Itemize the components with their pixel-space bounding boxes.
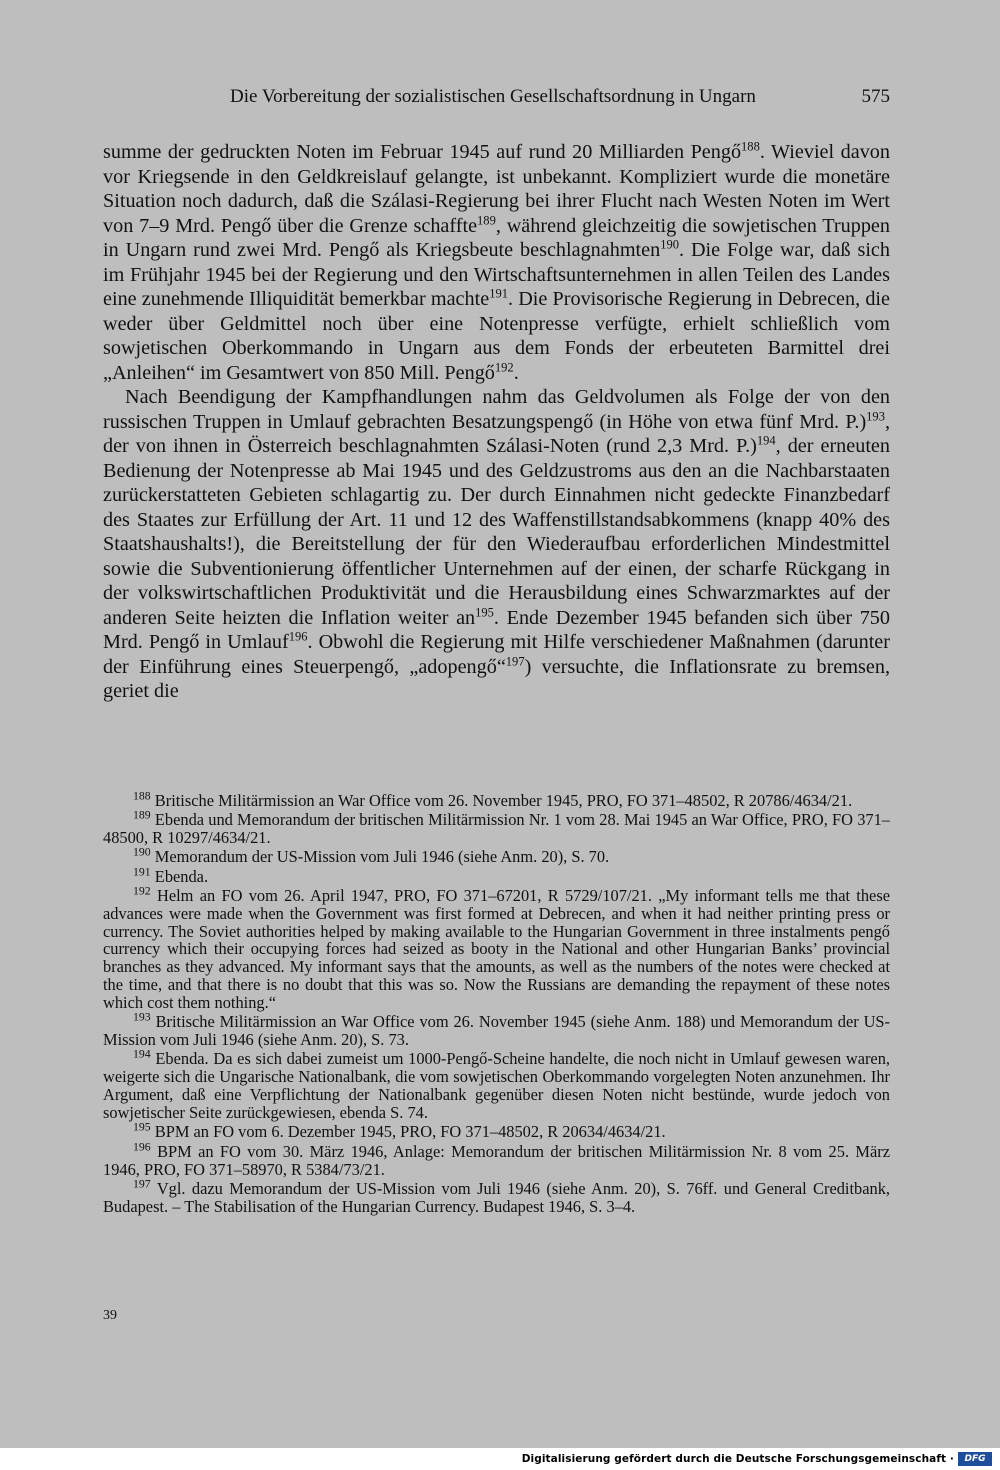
footnote [103, 883, 890, 1013]
body-text-run: , der von ihnen in Österreich beschlagnahmten Szálasi-Noten (rund 2,3 Mrd. P.) [103, 410, 890, 457]
footnote-text: Britische Militärmission an War Office vom 26. November 1945, PRO, FO 371–48502, R 20786/4634/21. [150, 791, 853, 810]
body-text-run: . Die Provisorische Regierung in Debrecen, die weder über Geldmittel noch über eine Notenpresse verfügte, erhielt schließlich vom sowjetischen Oberkommando in Ungarn aus dem Fonds der erbeuteten Barmittel drei „Anleihen“ im Gesamtwert von 850 Mill. Pengő [103, 288, 890, 384]
footnote-text: Ebenda. [150, 866, 209, 886]
footnote-ref: 189 [477, 212, 496, 227]
footnote-text: Vgl. dazu Memorandum der US-Mission vom Juli 1946 (siehe Anm. 20), S. 76ff. und General Creditbank, Budapest. – The Stabilisation of the Hungarian Currency. Budapest 1946, S. 3–4. [103, 1178, 890, 1216]
body-text-run: , während gleichzeitig die sowjetischen Truppen in Ungarn rund zwei Mrd. Pengő als Kriegsbeute beschlagnahmten [103, 214, 890, 261]
footnote-ref: 194 [756, 433, 776, 448]
footnote-text: BPM an FO vom 6. Dezember 1945, PRO, FO 371–48502, R 20634/4634/21. [150, 1122, 666, 1142]
footnote [103, 1009, 890, 1050]
footnote-ref: 191 [489, 286, 508, 301]
footnote-number: 188 [133, 788, 151, 803]
footnotes [103, 788, 890, 1217]
body-text-run: . [513, 361, 519, 384]
signature-mark: 39 [103, 1308, 117, 1323]
footnote-number: 190 [133, 844, 151, 859]
body-text-run: ) versuchte, die Inflationsrate zu bremsen, geriet die [103, 655, 890, 702]
footnote-number: 189 [133, 807, 151, 822]
footnote-text: BPM an FO vom 30. März 1946, Anlage: Memorandum der britischen Militärmission Nr. 8 vom 25. März 1946, PRO, FO 371–58970, R 5384/73/21. [103, 1141, 890, 1179]
footnote [103, 1119, 890, 1142]
footnote [103, 844, 890, 867]
footnote-number: 197 [133, 1176, 151, 1191]
body-text-run: . Ende Dezember 1945 befanden sich über 750 Mrd. Pengő in Umlauf [103, 606, 890, 653]
footnote-text: Ebenda. Da es sich dabei zumeist um 1000-Pengő-Scheine handelte, die noch nicht in Umlauf gewesen waren, weigerte sich die Ungarische Nationalbank, die vom sowjetischen Oberkommando vorgelegten Noten anzunehmen. Ihr Argument, daß eine Verpflichtung der Nationalbank gegenüber diesen Noten nicht bestünde, wurde jedoch von sowjetischer Seite zurückgewiesen, ebenda S. 74. [103, 1049, 890, 1123]
footer-credit: Digitalisierung gefördert durch die Deutsche Forschungsgemeinschaft · [521, 1453, 954, 1465]
body-text-run: summe der gedruckten Noten im Februar 1945 auf rund 20 Milliarden Pengő [103, 141, 742, 163]
footnote-number: 194 [133, 1047, 151, 1061]
body-text-run: . Wieviel davon vor Kriegsende in den Geldkreislauf gelangte, ist unbekannt. Kompliziert wurde die monetäre Situation noch dadurch, daß die Szálasi-Regierung bei ihrer Flucht nach Westen Noten im Wert von 7–9 Mrd. Pengő über die Grenze schaffte [103, 141, 890, 237]
footnote [103, 1176, 890, 1216]
body-paragraph [103, 140, 890, 385]
running-title: Die Vorbereitung der sozialistischen Gesellschaftsordnung in Ungarn [230, 86, 756, 107]
main-text [103, 140, 890, 704]
footnote-ref: 192 [494, 359, 514, 374]
footnote-number: 196 [133, 1139, 151, 1154]
running-header [100, 86, 890, 116]
footnote-text: Helm an FO vom 26. April 1947, PRO, FO 371–67201, R 5729/107/21. „My informant tells me that these advances were made when the Government was first formed at Debrecen, and when it had neither printing press or currency. The Soviet authorities helped by making available to the Hungarian Government in three instalments pengő currency which their occupying forces had seized as booty in the National and other Hungarian Banks’ provincial branches as they advanced. My informant says that the amounts, as well as the numbers of the notes were checked at the time, and that there is no doubt that this was so. Now the Russians are demanding the repayment of these notes which cost them nothing.“ [103, 885, 890, 1013]
footnote-text: Memorandum der US-Mission vom Juli 1946 (siehe Anm. 20), S. 70. [150, 847, 610, 867]
footnote [103, 1047, 890, 1123]
footnote-ref: 197 [505, 653, 525, 668]
footnote-ref: 190 [660, 237, 679, 252]
digitization-footer [0, 1448, 1000, 1470]
footnote-ref: 196 [288, 629, 308, 644]
footnote-number: 195 [133, 1119, 151, 1134]
footnote-number: 193 [133, 1009, 151, 1024]
footnote-ref: 193 [866, 408, 885, 423]
body-paragraph [103, 385, 890, 704]
footnote [103, 864, 890, 886]
body-text-run: Nach Beendigung der Kampfhandlungen nahm das Geldvolumen als Folge der von den russischen Truppen in Umlauf gebrachten Besatzungspengő (in Höhe von etwa fünf Mrd. P.) [103, 386, 890, 433]
body-text-run: . Die Folge war, daß sich im Frühjahr 1945 bei der Regierung und den Wirtschaftsunternehmen in allen Teilen des Landes eine zunehmende Illiquidität bemerkbar machte [103, 239, 890, 310]
footnote [103, 807, 890, 848]
footnote-ref: 195 [475, 604, 494, 619]
footnote-text: Britische Militärmission an War Office vom 26. November 1945 (siehe Anm. 188) und Memorandum der US-Mission vom Juli 1946 (siehe Anm. 20), S. 73. [103, 1012, 890, 1050]
body-text-run: . Obwohl die Regierung mit Hilfe verschiedener Maßnahmen (darunter der Einführung eines Steuerpengő, „adopengő“ [103, 631, 890, 678]
footnote-number: 191 [133, 864, 151, 879]
footnote-number: 192 [133, 883, 151, 898]
footnote [103, 1139, 890, 1179]
dfg-logo-icon: DFG [958, 1452, 992, 1466]
page-number: 575 [861, 86, 890, 107]
footnote-ref: 188 [741, 139, 760, 154]
body-text-run: , der erneuten Bedienung der Notenpresse ab Mai 1945 und des Geldzustroms aus den an die Nachbarstaaten zurückerstatteten Gebieten schlagartig zu. Der durch Einnahmen nicht gedeckte Finanzbedarf des Staates zur Erfüllung der Art. 11 und 12 des Waffenstillstandsabkommens (knapp 40% des Staatshaushalts!), die Bereitstellung der für den Wiederaufbau erforderlichen Mindestmittel sowie die Subventionierung öffentlicher Unternehmen auf der einen, der scharfe Rückgang in der volkswirtschaftlichen Produktivität und die Herausbildung eines Schwarzmarktes auf der anderen Seite heizten die Inflation weiter an [103, 435, 890, 629]
footnote [103, 788, 890, 810]
footnote-text: Ebenda und Memorandum der britischen Militärmission Nr. 1 vom 28. Mai 1945 an War Office, PRO, FO 371–48500, R 10297/4634/21. [103, 810, 890, 848]
